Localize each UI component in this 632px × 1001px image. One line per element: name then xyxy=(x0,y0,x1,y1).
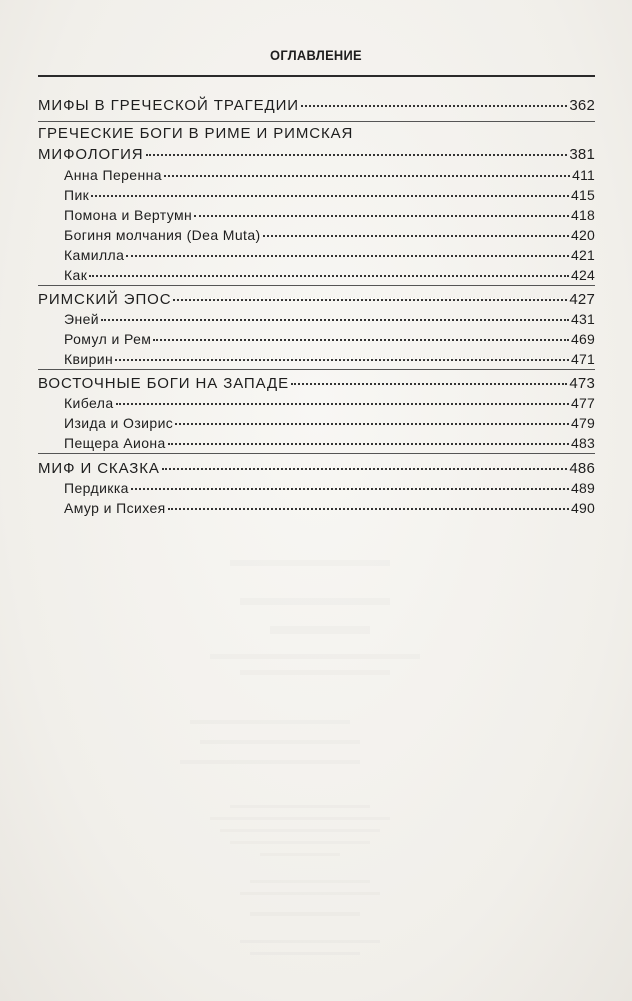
leader-dots xyxy=(164,175,570,177)
toc-item-page: 490 xyxy=(571,500,595,516)
leader-dots xyxy=(153,339,569,341)
leader-dots xyxy=(91,195,569,197)
toc-item xyxy=(38,435,595,451)
toc-section-page: 486 xyxy=(569,460,595,477)
page-header: ОГЛАВЛЕНИЕ xyxy=(270,47,362,63)
leader-dots xyxy=(89,275,569,277)
toc-item-page: 415 xyxy=(571,187,595,203)
toc-item-title: Как xyxy=(64,267,88,283)
toc-section xyxy=(38,97,595,114)
toc-item xyxy=(38,187,595,203)
toc-item-page: 477 xyxy=(571,395,595,411)
toc-item-title: Пердикка xyxy=(64,480,129,496)
leader-dots xyxy=(301,105,567,107)
toc-section-title: МИФОЛОГИЯ xyxy=(38,146,144,163)
toc-item-page: 431 xyxy=(571,311,595,327)
leader-dots xyxy=(194,215,569,217)
toc-item-title: Богиня молчания (Dea Muta) xyxy=(64,227,261,243)
toc-item-page: 418 xyxy=(571,207,595,223)
leader-dots xyxy=(115,359,569,361)
toc-item-page: 424 xyxy=(571,267,595,283)
toc-section-title: РИМСКИЙ ЭПОС xyxy=(38,291,172,308)
toc-item xyxy=(38,207,595,223)
bleed-through-texture xyxy=(0,560,632,980)
toc-item-title: Кибела xyxy=(64,395,114,411)
toc-item xyxy=(38,247,595,263)
toc-item-title: Анна Перенна xyxy=(64,167,162,183)
toc-item-page: 469 xyxy=(571,331,595,347)
toc-item-page: 411 xyxy=(572,167,595,183)
leader-dots xyxy=(291,383,567,385)
toc-item xyxy=(38,500,595,516)
toc-section xyxy=(38,291,595,308)
toc-section-page: 473 xyxy=(569,375,595,392)
toc-item-title: Эней xyxy=(64,311,100,327)
toc-section-title: МИФЫ В ГРЕЧЕСКОЙ ТРАГЕДИИ xyxy=(38,97,299,114)
toc-item-page: 471 xyxy=(571,351,595,367)
section-divider xyxy=(38,121,595,122)
toc-item-title: Помона и Вертумн xyxy=(64,207,193,223)
toc-item xyxy=(38,167,595,183)
toc-item xyxy=(38,331,595,347)
toc-item xyxy=(38,395,595,411)
toc-item xyxy=(38,311,595,327)
leader-dots xyxy=(131,488,569,490)
toc-item-page: 483 xyxy=(571,435,595,451)
toc-item-title: Изида и Озирис xyxy=(64,415,174,431)
header-rule xyxy=(38,75,595,77)
toc-section xyxy=(38,146,595,163)
toc-item-title: Квирин xyxy=(64,351,114,367)
leader-dots xyxy=(126,255,569,257)
leader-dots xyxy=(101,319,569,321)
leader-dots xyxy=(168,508,569,510)
toc-item-title: Ромул и Рем xyxy=(64,331,152,347)
toc-item-page: 421 xyxy=(571,247,595,263)
leader-dots xyxy=(146,154,568,156)
toc-item xyxy=(38,480,595,496)
toc-item-page: 489 xyxy=(571,480,595,496)
toc-section-title: МИФ И СКАЗКА xyxy=(38,460,160,477)
toc-section-title: ВОСТОЧНЫЕ БОГИ НА ЗАПАДЕ xyxy=(38,375,289,392)
leader-dots xyxy=(168,443,569,445)
toc-section-title-line1: ГРЕЧЕСКИЕ БОГИ В РИМЕ И РИМСКАЯ xyxy=(38,125,354,142)
toc-item xyxy=(38,415,595,431)
section-divider xyxy=(38,453,595,454)
toc-item-title: Пещера Аиона xyxy=(64,435,166,451)
toc-item xyxy=(38,227,595,243)
leader-dots xyxy=(116,403,570,405)
leader-dots xyxy=(263,235,569,237)
section-divider xyxy=(38,285,595,286)
toc-item xyxy=(38,351,595,367)
leader-dots xyxy=(162,468,568,470)
toc-item-title: Пик xyxy=(64,187,90,203)
section-divider xyxy=(38,369,595,370)
toc-section xyxy=(38,460,595,477)
toc-section-page: 362 xyxy=(569,97,595,114)
toc-section-page: 381 xyxy=(569,146,595,163)
toc-item-title: Камилла xyxy=(64,247,125,263)
toc-section-page: 427 xyxy=(569,291,595,308)
toc-item xyxy=(38,267,595,283)
toc-item-page: 479 xyxy=(571,415,595,431)
leader-dots xyxy=(173,299,567,301)
toc-item-title: Амур и Психея xyxy=(64,500,166,516)
toc-section xyxy=(38,375,595,392)
toc-item-page: 420 xyxy=(571,227,595,243)
leader-dots xyxy=(175,423,569,425)
